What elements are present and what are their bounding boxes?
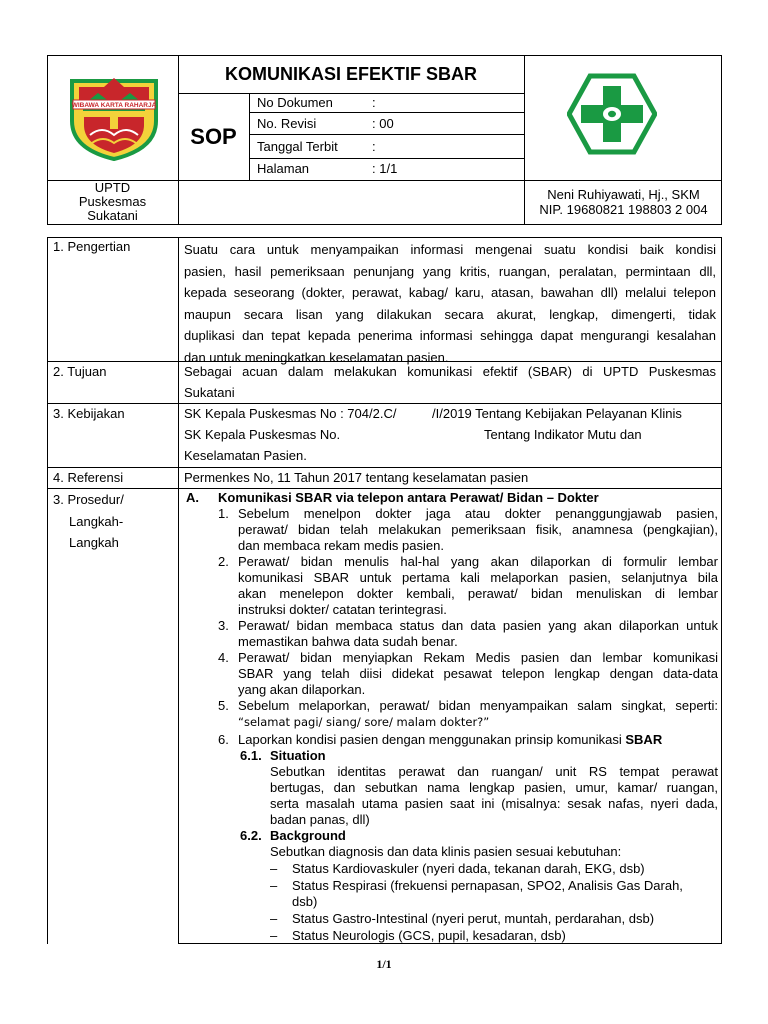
pengertian-line: kepada seseorang (dokter, perawat, kabag/ karu, atasan, bawahan dll) melalui telepon	[184, 285, 716, 300]
dash-bullet: –	[270, 878, 278, 893]
step-number: 1.	[218, 506, 229, 521]
label-kebijakan: 3. Kebijakan	[53, 406, 125, 421]
sop-title: KOMUNIKASI EFEKTIF SBAR	[225, 64, 477, 84]
signer-name: Neni Ruhiyawati, Hj., SKM	[547, 187, 700, 202]
step-line: instruksi dokter/ catatan terintegrasi.	[238, 602, 447, 617]
meta-label-tanggal-terbit: Tanggal Terbit	[257, 139, 338, 154]
step-4	[184, 650, 718, 698]
background-list	[270, 861, 718, 944]
step-line: Perawat/ bidan membaca status dan data pasien yang akan dilaporkan untuk	[238, 618, 718, 633]
meta-value-halaman: : 1/1	[372, 161, 398, 176]
meta-value-tanggal-terbit: :	[372, 139, 376, 154]
step-line: dan membaca rekam medis pasien.	[238, 538, 444, 553]
background-intro: Sebutkan diagnosis dan data klinis pasien sesuai kebutuhan:	[270, 844, 622, 859]
prosedur-label-line: 3. Prosedur/	[53, 492, 124, 507]
step-number: 2.	[218, 554, 229, 569]
list-item-line: dsb)	[292, 894, 318, 909]
prosedur-label-line: Langkah	[69, 535, 119, 550]
meta-label-halaman: Halaman	[257, 161, 310, 176]
pengertian-line: pasien, hasil pemeriksaan penunjang yang kritis, ruangan, peralatan, permintaan dll,	[184, 263, 716, 279]
referensi-text: Permenkes No, 11 Tahun 2017 tentang keselamatan pasien	[184, 470, 529, 485]
step-line: Sebelum melaporkan, perawat/ bidan menyampaikan salam singkat, seperti:	[238, 698, 718, 713]
subsection-a-marker: A.	[186, 490, 199, 505]
org-line-2: Puskesmas	[78, 194, 147, 209]
pengertian-text	[184, 239, 716, 368]
regency-emblem	[68, 73, 160, 161]
kebijakan-sk1-a: SK Kepala Puskesmas No : 704/2.C/	[184, 406, 397, 421]
label-prosedur	[53, 489, 124, 554]
pengertian-line: duplikasi dan tepat kepada penerima informasi sehingga dapat mengurangi kesalahan	[184, 328, 716, 343]
kebijakan-sk2-b: Tentang Indikator Mutu dan	[484, 427, 642, 442]
step-line: perawat/ bidan telah melakukan pemeriksaan fisik, anamnesa (pengkajian),	[238, 522, 718, 537]
sop-label: SOP	[190, 124, 237, 149]
situation-line: serta masalah utama pasien saat ini (misalnya: sesak nafas, nyeri dada,	[270, 796, 718, 811]
list-item-line: Status Neurologis (GCS, pupil, kesadaran, dsb)	[292, 928, 566, 943]
step-line: akan menelepon dokter kembali, perawat/ bidan menuliskan di lembar	[238, 586, 718, 601]
list-item-line: Status Kardiovaskuler (nyeri dada, tekanan darah, EKG, dsb)	[292, 861, 645, 876]
step-5	[184, 698, 718, 730]
pengertian-line: Suatu cara untuk menyampaikan informasi mengenai suatu kondisi baik kondisi	[184, 242, 716, 257]
prosedur-label-line: Langkah-	[69, 513, 124, 529]
subsection-a	[184, 490, 718, 506]
logo-banner-text: WIBAWA KARTA RAHARJA	[71, 102, 157, 109]
tujuan-text	[184, 361, 716, 403]
step-line: memastikan bahwa data sudah benar.	[238, 634, 458, 649]
org-line-1: UPTD	[94, 180, 131, 195]
kebijakan-sk1-b: /I/2019 Tentang Kebijakan Pelayanan Klinis	[432, 406, 682, 421]
org-line-3: Sukatani	[87, 208, 138, 223]
step-line: komunikasi SBAR untuk pertama kali melaporkan pasien, selanjutnya bila	[238, 570, 718, 585]
situation-line: badan panas, dll)	[270, 812, 370, 827]
step-line-quote: “selamat pagi/ siang/ sore/ malam dokter?”	[238, 715, 490, 729]
dash-bullet: –	[270, 911, 278, 926]
step-line: yang akan dilaporkan.	[238, 682, 366, 697]
background-title: Background	[270, 828, 346, 843]
page-number: 1/1	[376, 957, 392, 971]
subitem-background	[184, 828, 718, 944]
list-item	[270, 861, 718, 877]
step-line: Sebelum menelpon dokter jaga atau dokter penanggungjawab pasien,	[238, 506, 718, 521]
kebijakan-text	[184, 403, 716, 467]
org-unit	[47, 181, 178, 223]
pengertian-line: maupun secara lisan yang dilakukan secara akurat, lengkap, dimengerti, tidak	[184, 306, 716, 322]
signer-block	[527, 187, 720, 217]
kebijakan-sk2-c: Keselamatan Pasien.	[184, 448, 307, 463]
list-item	[270, 911, 718, 927]
meta-label-no-revisi: No. Revisi	[257, 116, 317, 131]
subsection-a-title: Komunikasi SBAR via telepon antara Perawat/ Bidan – Dokter	[218, 490, 599, 505]
dash-bullet: –	[270, 861, 278, 876]
puskesmas-logo	[567, 73, 657, 155]
step-6	[184, 732, 718, 748]
situation-line: Sebutkan identitas perawat dan ruangan/ unit RS tempat perawat	[270, 764, 718, 779]
step-2	[184, 554, 718, 618]
step-1	[184, 506, 718, 554]
dash-bullet: –	[270, 928, 278, 943]
step-3	[184, 618, 718, 650]
step-number: 4.	[218, 650, 229, 665]
list-item-line: Status Respirasi (frekuensi pernapasan, SPO2, Analisis Gas Darah,	[292, 878, 683, 893]
background-number: 6.2.	[240, 828, 262, 843]
tujuan-line: Sukatani	[184, 385, 235, 400]
tujuan-line: Sebagai acuan dalam melakukan komunikasi efektif (SBAR) di UPTD Puskesmas	[184, 364, 716, 379]
step-line: Perawat/ bidan menyiapkan Rekam Medis pasien dan lembar komunikasi	[238, 650, 718, 665]
meta-value-no-dokumen: :	[372, 95, 376, 110]
list-item-line: Status Gastro-Intestinal (nyeri perut, muntah, perdarahan, dsb)	[292, 911, 655, 926]
step-6-bold: SBAR	[625, 732, 663, 747]
subitem-situation	[184, 748, 718, 828]
label-referensi: 4. Referensi	[53, 470, 124, 485]
step-line: SBAR yang telah diisi didekat pesawat telepon lengkap dengan data-data	[238, 666, 718, 681]
pengertian-line: dan untuk meningkatkan keselamatan pasien.	[184, 349, 449, 365]
prosedur-content	[184, 490, 718, 944]
regency-emblem-icon	[68, 73, 160, 161]
meta-label-no-dokumen: No Dokumen	[257, 95, 333, 110]
step-number: 5.	[218, 698, 229, 713]
puskesmas-cross-icon	[567, 73, 657, 155]
situation-line: bertugas, dan sebutkan nama lengkap pasien, umur, kamar/ ruangan,	[270, 780, 718, 795]
step-number: 6.	[218, 732, 229, 747]
step-6-text: Laporkan kondisi pasien dengan menggunakan prinsip komunikasi	[238, 732, 626, 747]
step-number: 3.	[218, 618, 229, 633]
step-line: Perawat/ bidan menulis hal-hal yang akan dilaporkan di formulir lembar	[238, 554, 718, 569]
list-item	[270, 928, 718, 944]
situation-title: Situation	[270, 748, 326, 763]
list-item	[270, 878, 718, 910]
label-pengertian: 1. Pengertian	[53, 239, 131, 254]
kebijakan-sk2-a: SK Kepala Puskesmas No.	[184, 427, 341, 442]
situation-number: 6.1.	[240, 748, 262, 763]
meta-value-no-revisi: : 00	[372, 116, 394, 131]
signer-nip: NIP. 19680821 198803 2 004	[539, 202, 708, 217]
label-tujuan: 2. Tujuan	[53, 364, 107, 379]
